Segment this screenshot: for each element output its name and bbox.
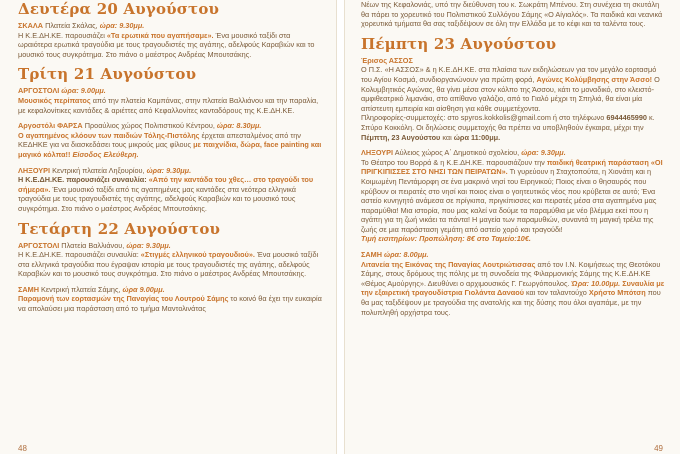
event-time: ώρα: 8.30μμ. <box>216 121 262 131</box>
event-place: ΛΗΞΟΥΡΙ <box>361 148 394 158</box>
event-description: από την πλατεία Καμπάνας, στην πλατεία Βαλλιάνου και την παραλία, με κεφαλονίτικες καντάδες & αριέττες από Κεφαλλονίτες κανταδόρους της Κ.Ε.ΔΗ.ΚΕ. <box>18 95 319 115</box>
event-time: ώρα: 9.30μμ. <box>126 240 171 250</box>
event-title: Μουσικός περίπατος <box>18 95 91 105</box>
continuation-text: Νέων της Κεφαλονιάς, υπό την διεύθυνση του κ. Σωκράτη Μπένου. Στη συνέχεια τη σκυτάλη θα πάρει το χορευτικό του Πολιτιστικού Συλλόγου Σάμης «Ο Αίγιαλός». Τα παιδικά και νεανικά χορευτικά τμήματα θα σας ταξιδέψουν σε όλη την Ελλάδα με το κέφι και τα ταλέντα τους. <box>361 0 663 29</box>
event-contact: Πληροφορίες-συμμετοχές: στο spyros.kokkolis@gmail.com ή στο τηλέφωνο <box>361 113 607 123</box>
event-venue: Αύλειος χώρος Α΄ Δημοτικού σχολείου, <box>393 148 522 158</box>
event-title: «Στιγμές ελληνικού τραγουδιού». <box>140 250 255 260</box>
event-description: Τι γυρεύουν η Σταχτοπούτα, η Χιονάτη και η Κοιμωμένη Πεντάμορφη σε ένα μακρινό νησί του Ειρηνικού; Ποιος είναι ο θησαυρός που κρύβουν οι πειρατές στο νησί και ποιος είναι ο γοητευτικός νέος που κρύβεται σε αυτό; Ένα αστείο κυνηγητό ανάμεσα σε πρίγκιπα, πριγκίπισσες και πειρατές μέσα στα αγαπημένα μας παραμύθια! Μια ιστορία, που μας καλεί να δούμε τα παραμύθια με νέο βλέμμα εκεί που η αγάπη για τη ζωή νικάει τα πάντα! Η μαγεία των παραμυθιών, συναντά τη μαγική τρέλα της ζωής σε μια παράσταση γεμάτη από αστείο χορό και τραγούδι! <box>361 167 657 234</box>
event-description: το κοινό θα έχει την ευκαιρία να απολαύσει μια παράσταση από το τμήμα Μαντολινάτας <box>18 294 322 314</box>
event-place: ΑΡΓΟΣΤΟΛΙ <box>18 86 60 96</box>
event-sami-eve <box>18 285 326 314</box>
event-description: Ο Κολυμβητικός Αγώνας, θα γίνει μέσα στον κόλπο της Άσσου, κάτι το μοναδικό, στο κλειστό-αμφιθεατρικό λιμανάκι, στο απίθανο γαλάζιο, από το Γιαλό μέχρι τη Σπηλιά, θα είναι μία απίστευτη εμπειρία και αίσθηση για κάθε συμμετέχοντα. <box>361 74 660 113</box>
event-lixouri-concert <box>18 166 326 214</box>
event-place: ΣΚΑΛΑ <box>18 21 44 30</box>
event-time: ώρα: 9.30μμ. <box>99 21 145 30</box>
event-ticket-price: Τιμή εισιτηρίων: Προπώληση: 8€ στο Ταμείο:10€. <box>361 234 531 244</box>
event-place: ΣΑΜΗ <box>18 284 39 294</box>
event-text: Η Κ.Ε.ΔΗ.ΚΕ. παρουσιάζει συναυλία: <box>18 175 149 185</box>
event-artist: Χρήστο Μπότση <box>588 288 646 298</box>
event-time: ώρα: 9.30μμ. <box>521 148 566 158</box>
event-phone: 6944465990 <box>606 113 647 123</box>
event-place: ΣΑΜΗ <box>361 250 382 260</box>
day-title-monday: Δευτέρα 20 Αυγούστου <box>18 0 220 18</box>
event-time-2: Ώρα: 10.00μμ. <box>571 278 621 288</box>
event-venue: Πλατεία Βαλλιάνου, <box>59 240 127 250</box>
event-deadline: Πέμπτη, 23 Αυγούστου <box>361 132 441 142</box>
event-title: Παραμονή των εορτασμών της Παναγίας του Λουτρού Σάμης <box>18 294 229 304</box>
page-number-right: 49 <box>654 444 663 453</box>
event-argostoli-concert <box>18 241 326 279</box>
left-column <box>18 0 326 442</box>
day-section-tuesday <box>18 65 326 213</box>
event-contact-more: κ. Σπύρο Κοκκόλη. Οι δηλώσεις συμμετοχής θα πρέπει να υποβληθούν έγκαιρα, μέχρι την <box>361 113 655 132</box>
event-title: παιδική θεατρική παράσταση «ΟΙ ΠΡΙΓΚΙΠΙΣΣΕΣ ΣΤΟ ΝΗΣΙ ΤΩΝ ΠΕΙΡΑΤΩΝ». <box>361 157 663 177</box>
event-description: Ένα μουσικό ταξίδι στα ελληνικά τραγούδια που έγραψαν ιστορία με τους τραγουδιστές της αγάπης, αδελφούς Καραβιών και το μουσικό τους συγκρότημα. Στο πιάνο ο μαέστρος Ανδρέας Μπουτσάκης. <box>18 250 319 279</box>
event-venue: Προαύλιος χώρος Πολιτιστικού Κέντρου, <box>82 121 217 131</box>
event-text: Ο Π.Σ. «Η ΑΣΣΟΣ» & η Κ.Ε.ΔΗ.ΚΕ. στα πλαίσια των εκδηλώσεων για τον μεγάλο εορτασμό του Αγίου Κοσμά, συνδιοργανώνουν για πρώτη φορά, <box>361 65 657 84</box>
event-extra: με παιχνίδια, δώρα, face painting και μαγικό κόλπα!! <box>18 140 322 159</box>
event-skala <box>18 21 326 59</box>
event-time: ώρα: 9.30μμ. <box>146 165 192 175</box>
right-page <box>344 0 680 454</box>
event-text: Η Κ.Ε.ΔΗ.ΚΕ. παρουσιάζει συναυλία: <box>18 250 141 260</box>
event-argostoli-farsa <box>18 121 326 159</box>
event-title: Αγώνες Κολύμβησης στην Άσσο! <box>536 74 653 84</box>
day-section-wednesday <box>18 220 326 314</box>
page-number-left: 48 <box>18 444 27 453</box>
event-time: ώρα 9.00μμ. <box>122 284 165 294</box>
event-venue: Κεντρική πλατεία Ληξουρίου, <box>50 165 147 175</box>
event-title: «Τα ερωτικά που αγαπήσαμε». <box>106 30 214 40</box>
event-text: Το Θέατρο του Βορρά & η Κ.Ε.ΔΗ.ΚΕ. παρουσιάζουν την <box>361 157 547 167</box>
event-time: ώρα 11:00μμ. <box>453 132 501 142</box>
event-free-entry: Είσοδος Ελεύθερη. <box>70 149 139 159</box>
day-section-monday <box>18 0 326 59</box>
event-sami-procession <box>361 250 667 317</box>
left-page <box>0 0 337 454</box>
event-time: ώρα: 9.00μμ. <box>59 86 106 96</box>
event-description: Ένα μουσικό ταξίδι από τις αγαπημένες μας καντάδες στα νεότερα ελληνικά τραγούδια με τους τραγουδιστές της αγάπης, αδελφούς Καραβιών και το μουσικό τους συγκρότημα. Στο πιάνο ο μαέστρος Ανδρέας Μπουτσάκης. <box>18 184 297 213</box>
event-place: ΑΡΓΟΣΤΟΛΙ <box>18 240 60 250</box>
event-place: Αργοστόλι ΦΑΡΣΑ <box>18 121 83 131</box>
event-time: ώρα: 8.00μμ. <box>382 250 429 260</box>
event-continuation <box>361 0 667 29</box>
day-title-wednesday: Τετάρτη 22 Αυγούστου <box>18 219 221 238</box>
event-text: Η Κ.Ε.ΔΗ.ΚΕ. παρουσιάζει <box>18 30 107 40</box>
event-assos-swim <box>361 56 667 142</box>
event-title: Λιτανεία της Εικόνας της Παναγίας Λουτριώτισσας <box>361 259 536 269</box>
event-venue: Πλατεία Σκάλας, <box>43 21 100 30</box>
day-title-thursday: Πέμπτη 23 Αυγούστου <box>361 34 557 53</box>
event-title: Ο αγαπημένος κλόουν των παιδιών Τόλης-Πιστόλης <box>18 130 200 140</box>
day-section-thursday <box>361 35 667 317</box>
event-description: Ένα μουσικό ταξίδι στα ωραιότερα ερωτικά τραγούδια με τους τραγουδιστές της αγάπης, αδελφούς Καραβιών και το μουσικό τους συγκρότημα. Στο πιάνο ο μαέστρος Ανδρέας Μπουτσάκης. <box>18 30 315 59</box>
event-venue: Κεντρική πλατεία Σάμης, <box>39 284 123 294</box>
day-title-tuesday: Τρίτη 21 Αυγούστου <box>18 65 197 84</box>
event-place: ΛΗΞΟΥΡΙ <box>18 165 51 175</box>
event-description: από τον Ι.Ν. Κοιμήσεως της Θεοτόκου Σάμης, στους δρόμους της πόλης με τη συνοδεία της Φιλαρμονικής Σάμης της Κ.Ε.ΔΗ.ΚΕ «Θέμος Αμούργης». Διευθύνει ο αρχιμουσικός Γ. Γεωργόπουλος. <box>361 259 661 288</box>
event-description: έρχεται απεσταλμένος από την ΚΕΔΗΚΕ για να διασκεδάσει τους μικρούς μας φίλους <box>18 130 301 150</box>
event-description-2: που θα μας ταξιδέψουν με τραγούδια της ανατολής και της δύσης που όλοι αγαπάμε, με την πολυπληθή ορχήστρα τους. <box>361 288 661 317</box>
event-title-2: Συναυλία με την εξαιρετική τραγουδίστρια Γιολάντα Δαναού <box>361 278 665 298</box>
event-place: Έρισος ΑΣΣΟΣ <box>361 55 413 65</box>
event-and: και <box>440 132 454 142</box>
event-title: «Από την καντάδα του χθες… στο τραγούδι του σήμερα». <box>18 175 314 194</box>
right-column <box>361 0 667 442</box>
event-lixouri-theatre <box>361 148 667 244</box>
event-argostoli-walk <box>18 86 326 115</box>
event-text: και τον ταλαντούχο <box>523 288 589 298</box>
